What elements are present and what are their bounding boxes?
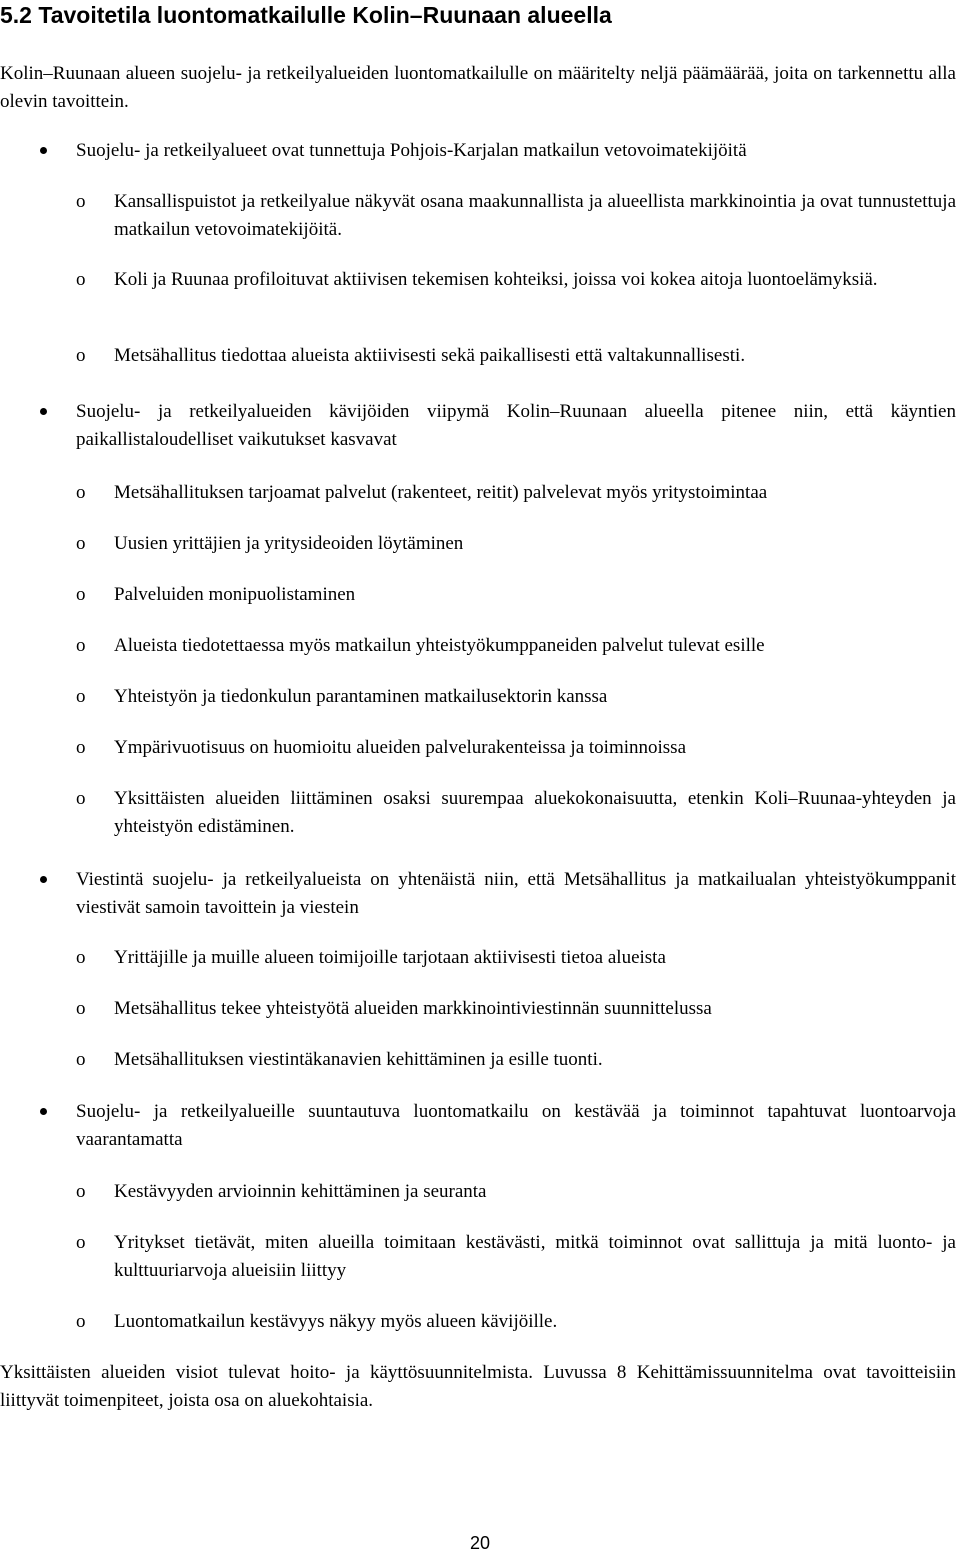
closing-paragraph: Yksittäisten alueiden visiot tulevat hoito- ja käyttösuunnitelmista. Luvussa 8 Kehittämissuunnitelma ovat tavoitteisiin liittyvät toimenpiteet, joista osa on aluekohtaisia.	[0, 1362, 956, 1411]
sub-bullet-icon: o	[76, 584, 86, 605]
sub-bullet-icon: o	[76, 269, 86, 290]
goal-4-subgoal-1: Kestävyyden arvioinnin kehittäminen ja seuranta	[114, 1181, 487, 1202]
goal-3-subgoal-2: Metsähallitus tekee yhteistyötä alueiden markkinointiviestinnän suunnittelussa	[114, 998, 712, 1019]
sub-bullet-icon: o	[76, 482, 86, 503]
sub-bullet-icon: o	[76, 1311, 86, 1332]
section-heading: 5.2 Tavoitetila luontomatkailulle Kolin–Ruunaan alueella	[0, 2, 612, 28]
goal-2-subgoal-2: Uusien yrittäjien ja yritysideoiden löytäminen	[114, 533, 464, 554]
goal-2: Suojelu- ja retkeilyalueiden kävijöiden viipymä Kolin–Ruunaan alueella pitenee niin, että käyntien paikallistaloudelliset vaikutukset kasvavat	[76, 401, 956, 450]
goal-2-subgoal-1: Metsähallituksen tarjoamat palvelut (rakenteet, reitit) palvelevat myös yritystoimintaa	[114, 482, 768, 503]
sub-bullet-icon: o	[76, 1232, 86, 1253]
sub-bullet-icon: o	[76, 533, 86, 554]
goal-4: Suojelu- ja retkeilyalueille suuntautuva luontomatkailu on kestävää ja toiminnot tapahtuvat luontoarvoja vaarantamatta	[76, 1101, 956, 1150]
goal-2-subgoal-4: Alueista tiedotettaessa myös matkailun yhteistyökumppaneiden palvelut tulevat esille	[114, 635, 765, 656]
sub-bullet-icon: o	[76, 345, 86, 366]
goal-1-subgoal-3: Metsähallitus tiedottaa alueista aktiivisesti sekä paikallisesti että valtakunnallisesti.	[114, 345, 746, 366]
goal-4-subgoal-3: Luontomatkailun kestävyys näkyy myös alueen kävijöille.	[114, 1311, 558, 1332]
goal-3-subgoal-1: Yrittäjille ja muille alueen toimijoille tarjotaan aktiivisesti tietoa alueista	[114, 947, 666, 968]
bullet-icon	[40, 1108, 47, 1115]
goal-1-subgoal-1: Kansallispuistot ja retkeilyalue näkyvät osana maakunnallista ja alueellista markkinointia ja ovat tunnustettuja matkailun vetovoimatekijöitä.	[114, 191, 956, 240]
sub-bullet-icon: o	[76, 191, 86, 212]
goal-4-subgoal-2: Yritykset tietävät, miten alueilla toimitaan kestävästi, mitkä toiminnot ovat sallittuja ja mitä luonto- ja kulttuuriarvoja alueisiin liittyy	[114, 1232, 956, 1281]
sub-bullet-icon: o	[76, 686, 86, 707]
goal-2-subgoal-3: Palveluiden monipuolistaminen	[114, 584, 356, 605]
sub-bullet-icon: o	[76, 635, 86, 656]
goal-2-subgoal-5: Yhteistyön ja tiedonkulun parantaminen matkailusektorin kanssa	[114, 686, 608, 707]
goal-3-subgoal-3: Metsähallituksen viestintäkanavien kehittäminen ja esille tuonti.	[114, 1049, 603, 1070]
bullet-icon	[40, 147, 47, 154]
goal-3: Viestintä suojelu- ja retkeilyalueista on yhtenäistä niin, että Metsähallitus ja matkailualan yhteistyökumppanit viestivät samoin tavoittein ja viestein	[76, 869, 956, 918]
goal-1: Suojelu- ja retkeilyalueet ovat tunnettuja Pohjois-Karjalan matkailun vetovoimatekijöitä	[76, 140, 747, 161]
sub-bullet-icon: o	[76, 998, 86, 1019]
bullet-icon	[40, 408, 47, 415]
sub-bullet-icon: o	[76, 788, 86, 809]
goal-2-subgoal-7: Yksittäisten alueiden liittäminen osaksi suurempaa aluekokonaisuutta, etenkin Koli–Ruunaa-yhteyden ja yhteistyön edistäminen.	[114, 788, 956, 837]
page-number: 20	[469, 1533, 491, 1553]
intro-paragraph: Kolin–Ruunaan alueen suojelu- ja retkeilyalueiden luontomatkailulle on määritelty neljä päämäärää, joita on tarkennettu alla olevin tavoittein.	[0, 63, 956, 112]
sub-bullet-icon: o	[76, 1049, 86, 1070]
sub-bullet-icon: o	[76, 947, 86, 968]
goal-2-subgoal-6: Ympärivuotisuus on huomioitu alueiden palvelurakenteissa ja toiminnoissa	[114, 737, 687, 758]
sub-bullet-icon: o	[76, 737, 86, 758]
goal-1-subgoal-2: Koli ja Ruunaa profiloituvat aktiivisen tekemisen kohteiksi, joissa voi kokea aitoja luontoelämyksiä.	[114, 269, 878, 290]
sub-bullet-icon: o	[76, 1181, 86, 1202]
bullet-icon	[40, 876, 47, 883]
